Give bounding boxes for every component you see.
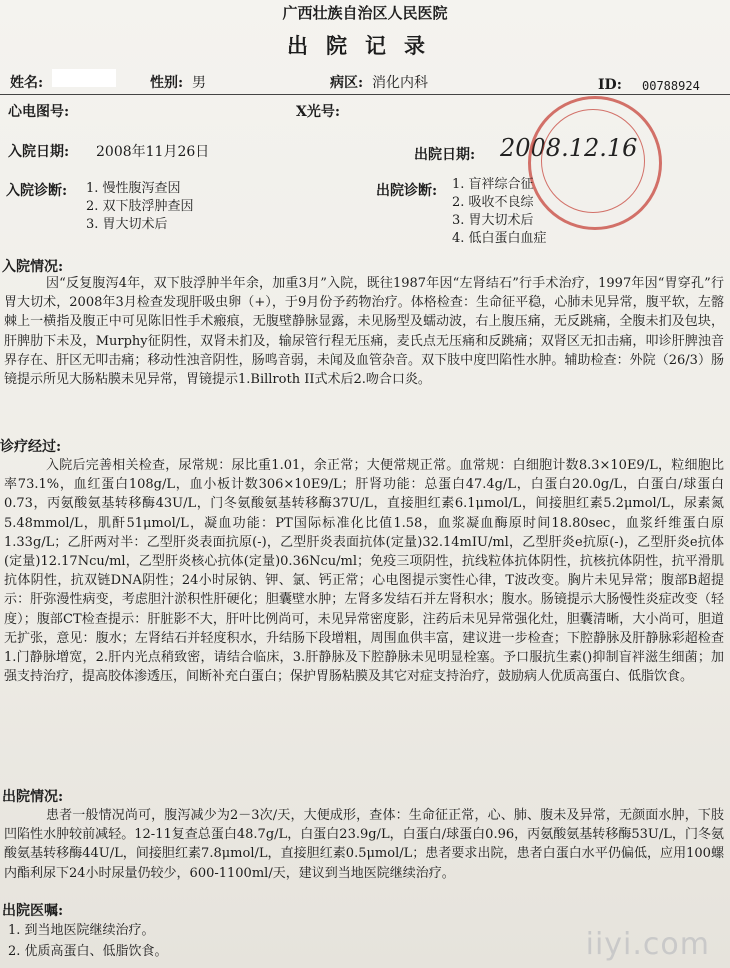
orders-heading: 出院医嘱: [2,903,64,919]
admission-heading: 入院情况: [2,259,64,275]
admit-date-label: 入院日期: [8,144,70,160]
gender-value: 男 [192,75,206,91]
name-label: 姓名: [10,75,44,91]
admit-diagnosis-label: 入院诊断: [6,183,68,199]
id-label: ID: [598,77,622,93]
divider-line [0,94,730,95]
discharge-text: 患者一般情况尚可，腹泻减少为2－3次/天，大便成形，查体：生命征正常，心、肺、腹未及异常，无颜面水肿，下肢凹陷性水肿较前减轻。12-11复查总蛋白48.7g/L，白蛋白23.9g/L，白蛋白/球蛋白0.96，丙氨酸氨基转移酶53U/L，门冬氨酸氨基转移酶44U/L，间接胆红素7.8μmol/L，直接胆红素0.5μmol/L；患者要求出院，患者白蛋白水平仍偏低，应用100螺内酯利尿下24小时尿量仍较少，600-1100ml/天，建议到当地医院继续治疗。 [4,808,724,881]
course-heading: 诊疗经过: [0,439,62,455]
discharge-diagnosis-item: 4. 低白蛋白血症 [452,231,547,246]
ward-label: 病区: [330,75,364,91]
admit-diagnosis-list [86,180,194,234]
admit-date-value: 2008年11月26日 [96,144,210,160]
order-item: 2. 优质高蛋白、低脂饮食。 [8,944,168,959]
xray-label: X光号: [296,104,341,120]
discharge-diagnosis-item: 2. 吸收不良综 [452,195,534,210]
admit-diagnosis-item: 2. 双下肢浮肿查因 [86,199,194,214]
discharge-diagnosis-label: 出院诊断: [376,183,438,199]
discharge-diagnosis-item: 1. 盲袢综合征 [452,177,534,192]
discharge-date-handwritten: 2008.12.16 [500,134,638,162]
admission-text: 因“反复腹泻4年，双下肢浮肿半年余，加重3月”入院，既往1987年因“左肾结石”行手术治疗，1997年因“胃穿孔”行胃大切术，2008年3月检查发现肝吸虫卵（+），于9月份予药物治疗。体格检查：生命征平稳，心肺未见异常，腹平软，左髂棘上一横指及腹正中可见陈旧性手术瘢痕，无腹壁静脉显露，未见肠型及蠕动波，右上腹压痛，无反跳痛，全腹未扪及包块，肝脾肋下未及，Murphy征阴性，双肾未扪及，输尿管行程无压痛，麦氏点无压痛和反跳痛；双肾区无扣击痛，叩诊肝脾浊音界存在、肝区无叩击痛；移动性浊音阴性，肠鸣音弱，未闻及血管杂音。双下肢中度凹陷性水肿。辅助检查：外院（26/3）肠镜提示所见大肠粘膜未见异常，胃镜提示1.Billroth II式术后2.吻合口炎。 [4,276,724,388]
discharge-date-label: 出院日期: [414,147,476,163]
course-text: 入院后完善相关检查，尿常规：尿比重1.01，余正常；大便常规正常。血常规：白细胞计数8.3×10E9/L，粒细胞比率73.1%，血红蛋白108g/L，血小板计数306×10E9/L；肝肾功能：总蛋白47.4g/L，白蛋白20.0g/L，白蛋白/球蛋白0.73，丙氨酸氨基转移酶43U/L，门冬氨酸氨基转移酶37U/L，直接胆红素6.1μmol/L，间接胆红素5.2μmol/L，尿素氮5.48mmol/L，肌酐51μmol/L，凝血功能：PT国际标准化比值1.58，血浆凝血酶原时间18.80sec，血浆纤维蛋白原1.33g/L；乙肝两对半：乙型肝炎表面抗原(-)，乙型肝炎表面抗体(定量)32.14mIU/ml，乙型肝炎e抗原(-)，乙型肝炎e抗体(定量)12.17Ncu/ml，乙型肝炎核心抗体(定量)0.36Ncu/ml；免疫三项阴性，抗线粒体抗体阴性，抗核抗体阴性，抗平滑肌抗体阴性，抗双链DNA阴性；24小时尿钠、钾、氯、钙正常；心电图提示窦性心律，T波改变。胸片未见异常；腹部B超提示：肝弥漫性病变，考虑胆汁淤积性肝硬化；胆囊壁水肿；左肾多发结石并左肾积水；腹水。肠镜提示大肠慢性炎症改变（轻度）；腹部CT检查提示：肝脏影不大，肝叶比例尚可，未见异常密度影，注药后未见异常强化灶，胆囊清晰，大小尚可，胆道无扩张，意见：腹水；左肾结石并轻度积水，升结肠下段增粗，周围血供丰富，建议进一步检查；下腔静脉及肝静脉彩超检查 1.门静脉增宽，2.肝内光点稍致密，请结合临床，3.肝静脉及下腔静脉未见明显栓塞。予口服抗生素()抑制盲袢滋生细菌；加强支持治疗，提高胶体渗透压，间断补充白蛋白；保护胃肠粘膜及其它对症支持治疗，鼓励病人优质高蛋白、低脂饮食。 [4,458,725,685]
redacted-name [52,69,116,87]
ward-value: 消化内科 [372,75,428,91]
discharge-diagnosis-item: 3. 胃大切术后 [452,213,534,228]
gender-label: 性别: [150,75,184,91]
discharge-diagnosis-list [452,176,547,248]
id-value: 00788924 [642,79,700,93]
admit-diagnosis-item: 1. 慢性腹泻查因 [86,181,181,196]
discharge-heading: 出院情况: [2,789,64,805]
admit-diagnosis-item: 3. 胃大切术后 [86,217,168,232]
hospital-name: 广西壮族自治区人民医院 [282,4,448,22]
hospital-seal-stamp [528,96,662,230]
order-item: 1. 到当地医院继续治疗。 [8,923,155,938]
ecg-label: 心电图号: [8,104,70,120]
watermark: iiyi.com [585,927,710,962]
document-title: 出院记录 [287,33,443,58]
